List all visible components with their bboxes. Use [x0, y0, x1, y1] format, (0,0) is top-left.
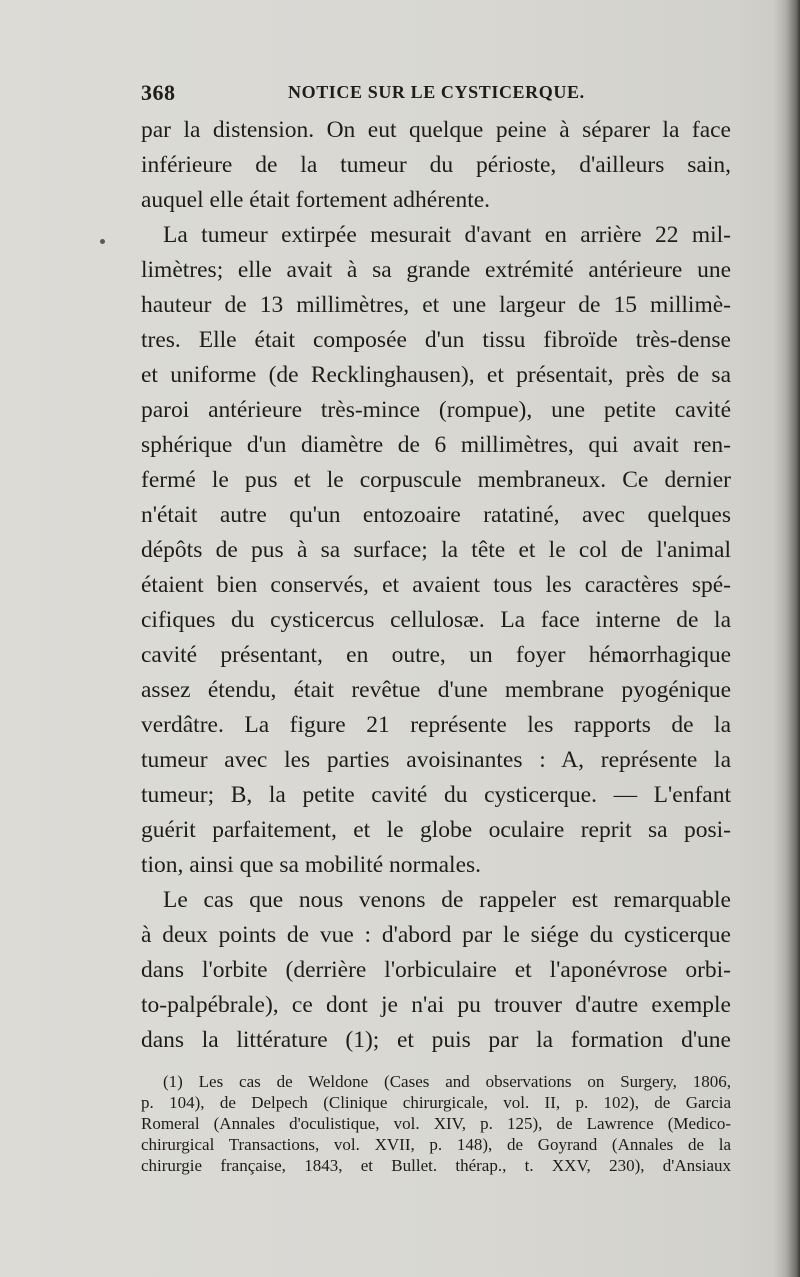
- footnote-line: p. 104), de Delpech (Clinique chirurgicale, vol. II, p. 102), de Garcia: [141, 1093, 731, 1112]
- running-title: NOTICE SUR LE CYSTICERQUE.: [288, 82, 585, 102]
- text-line: inférieure de la tumeur du périoste, d'ailleurs sain,: [141, 152, 731, 178]
- text-line: dans la littérature (1); et puis par la formation d'une: [141, 1027, 731, 1053]
- text-line: fermé le pus et le corpuscule membraneux. Ce dernier: [141, 467, 731, 493]
- footnote-line: Romeral (Annales d'oculistique, vol. XIV, p. 125), de Lawrence (Medico-: [141, 1114, 731, 1133]
- text-line: par la distension. On eut quelque peine à séparer la face: [141, 117, 731, 143]
- text-line: cavité présentant, en outre, un foyer hémorrhagique: [141, 642, 731, 668]
- text-line: sphérique d'un diamètre de 6 millimètres, qui avait ren-: [141, 432, 731, 458]
- text-line: La tumeur extirpée mesurait d'avant en arrière 22 mil-: [163, 222, 731, 248]
- text-line: hauteur de 13 millimètres, et une largeur de 15 millimè-: [141, 292, 731, 318]
- footnote-line: (1) Les cas de Weldone (Cases and observations on Surgery, 1806,: [163, 1072, 731, 1091]
- text-line: guérit parfaitement, et le globe oculaire reprit sa posi-: [141, 817, 731, 843]
- text-line: Le cas que nous venons de rappeler est remarquable: [163, 887, 731, 913]
- footnotes: [141, 1071, 731, 1176]
- text-line: et uniforme (de Recklinghausen), et présentait, près de sa: [141, 362, 731, 388]
- text-line: dépôts de pus à sa surface; la tête et le col de l'animal: [141, 537, 731, 563]
- text-line: dans l'orbite (derrière l'orbiculaire et l'aponévrose orbi-: [141, 957, 731, 983]
- text-line: paroi antérieure très-mince (rompue), une petite cavité: [141, 397, 731, 423]
- body-text: [141, 113, 731, 1058]
- text-line: tres. Elle était composée d'un tissu fibroïde très-dense: [141, 327, 731, 353]
- running-head: [141, 80, 731, 110]
- scan-speck: [100, 239, 105, 244]
- text-line: to-palpébrale), ce dont je n'ai pu trouver d'autre exemple: [141, 992, 731, 1018]
- text-line: tumeur; B, la petite cavité du cysticerque. — L'enfant: [141, 782, 731, 808]
- text-line: tion, ainsi que sa mobilité normales.: [141, 852, 482, 878]
- text-line: cifiques du cysticercus cellulosæ. La face interne de la: [141, 607, 731, 633]
- text-line: limètres; elle avait à sa grande extrémité antérieure une: [141, 257, 731, 283]
- text-line: auquel elle était fortement adhérente.: [141, 187, 491, 213]
- footnote-line: chirurgie française, 1843, et Bullet. thérap., t. XXV, 230), d'Ansiaux: [141, 1156, 731, 1175]
- text-line: tumeur avec les parties avoisinantes : A, représente la: [141, 747, 731, 773]
- text-line: à deux points de vue : d'abord par le siége du cysticerque: [141, 922, 731, 948]
- page-number: 368: [141, 80, 176, 105]
- text-line: verdâtre. La figure 21 représente les rapports de la: [141, 712, 731, 738]
- text-line: n'était autre qu'un entozoaire ratatiné, avec quelques: [141, 502, 731, 528]
- page-edge-shadow: [774, 0, 800, 1277]
- text-line: étaient bien conservés, et avaient tous les caractères spé-: [141, 572, 731, 598]
- footnote-line: chirurgical Transactions, vol. XVII, p. 148), de Goyrand (Annales de la: [141, 1135, 731, 1154]
- text-line: assez étendu, était revêtue d'une membrane pyogénique: [141, 677, 731, 703]
